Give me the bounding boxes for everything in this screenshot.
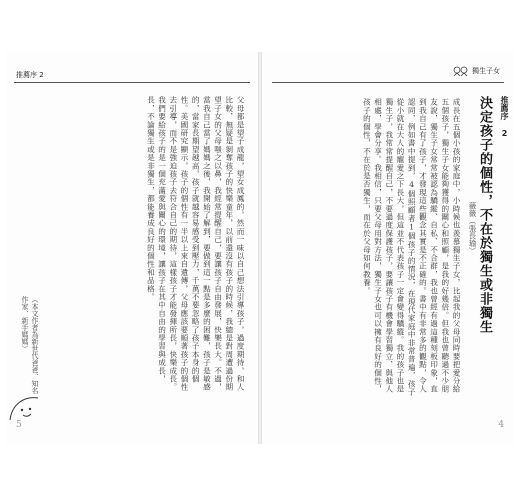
left-body-text: 父母都是望子成龍，望女成鳳的，然而一味以自己想法引導孩子，過度期待，和人比較，無疑是剝奪孩子的快樂童年，以前還沒有孩子的時候，我總是對周遭過份期望子女的父母嗤之以鼻，我經常提醒自己，要讓孩子自由發展，快樂長大。不過，當我自己當了媽媽之後，我開始了解到，要做到這一點是多麼的困難，孩子是敏感的，當家長期望越高，孩子就越容易感受到壓力，千萬不要忽略了孩子本身的個性。美國研究顯示，孩子的個性有一半以上來自遺傳，父母應該要順著孩子的個性去引導，而不是強迫孩子去符合自己的期待，這樣孩子才能發揮所長，快樂成長。我們要給孩子的是一個充滿愛與關心的環境，讓孩子在其中自由的學習與成長，長，不論獨生或是非獨生，都能養成良好的個性和品格。 — [146, 96, 245, 392]
right-page — [262, 52, 514, 444]
left-page-number: 5 — [16, 420, 22, 430]
author-note: （本文作者為新世代爸爸、知名作家、新手媽媽） — [21, 296, 39, 394]
right-page-header — [453, 66, 500, 76]
author-byline: 薇薇（張長瑜） — [468, 202, 477, 255]
smiley-doodle-icon — [8, 392, 48, 422]
left-page-header: 推薦序 2 — [16, 71, 44, 79]
left-page — [6, 52, 258, 444]
right-page-number: 4 — [498, 420, 504, 430]
brand-label: 獨生子女 — [472, 67, 500, 75]
right-body-text: 成長在五個小孩的家庭中，小時候也羨慕獨生子女，比起我的父母同時要把愛分給五個孩子，獨生子女能夠獲得的關心和照顧，是我的好幾倍。但我也曾聽過不少朋友說，獨生子女常常被認為驕縱、自私、不合群，我也曾經有過這種刻板印象，直到我自己有了孩子，才發現這些觀念其實是不正確的。書中有非常多的觀點，令人認同，例如書中提到，4個照顧者1個孩子的情況，在現代家庭中非常普遍，孩子從小就在大人的寵愛之下長大，但這並不代表孩子一定會變得驕縱。我的孩子也是獨生子，我常常提醒自己，不要過度保護孩子，要讓孩子有機會學習獨立，與他人相處，學會分享。我相信，只要父母用對方法，獨生子女也可以擁有良好的個性，孩子的個性，不在於是否獨生，而在於父母如何教養。 — [362, 98, 461, 396]
section-label: 推薦序 2 — [500, 96, 509, 138]
article-title: 決定孩子的個性，不在於獨生或非獨生 — [477, 96, 492, 334]
left-header-rule — [14, 82, 250, 83]
right-header-rule — [272, 82, 504, 83]
book-spread — [6, 52, 514, 444]
kids-mascot-icon — [453, 66, 469, 76]
